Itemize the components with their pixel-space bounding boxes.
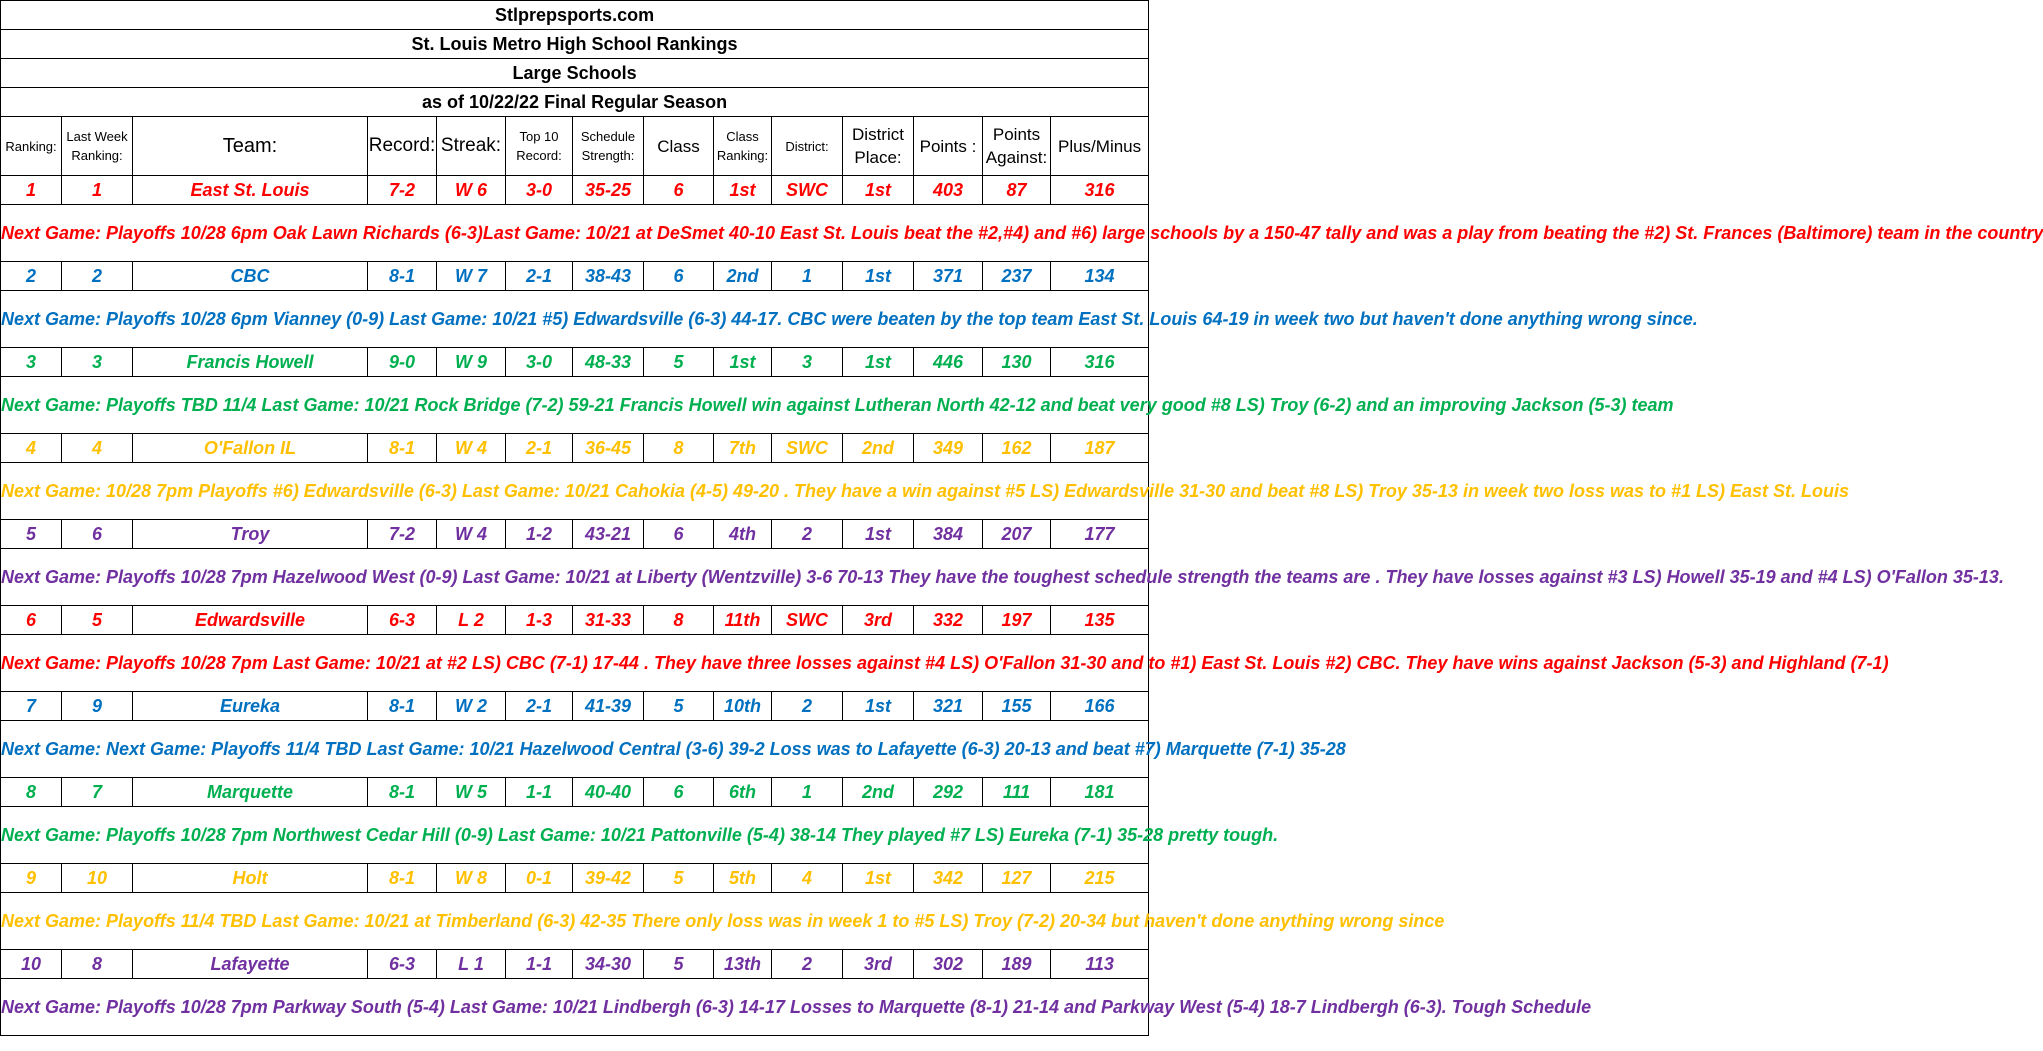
class-cell: 8 <box>644 434 714 463</box>
schedule-cell: 36-45 <box>573 434 644 463</box>
team-name-cell: Marquette <box>133 778 368 807</box>
header-last-week: Last Week Ranking: <box>62 117 133 176</box>
team-row <box>1 950 1149 979</box>
class-ranking-cell: 6th <box>714 778 772 807</box>
team-note: Next Game: Playoffs 11/4 TBD Last Game: 10/21 at Timberland (6-3) 42-35 There only loss was in week 1 to #5 LS) Troy (7-2) 20-34 but haven't done anything wrong since <box>1 893 1149 950</box>
streak-cell: W 6 <box>437 176 506 205</box>
streak-cell: W 8 <box>437 864 506 893</box>
top10-cell: 3-0 <box>506 348 573 377</box>
points-cell: 302 <box>914 950 983 979</box>
team-row <box>1 262 1149 291</box>
top10-cell: 2-1 <box>506 692 573 721</box>
team-name-cell: Eureka <box>133 692 368 721</box>
class-cell: 6 <box>644 262 714 291</box>
class-ranking-cell: 4th <box>714 520 772 549</box>
plus-minus-cell: 215 <box>1051 864 1149 893</box>
district-cell: 1 <box>772 262 843 291</box>
header-district-place: District Place: <box>843 117 914 176</box>
header-plus-minus: Plus/Minus <box>1051 117 1149 176</box>
streak-cell: W 4 <box>437 434 506 463</box>
points-cell: 446 <box>914 348 983 377</box>
plus-minus-cell: 316 <box>1051 176 1149 205</box>
team-note: Next Game: Playoffs 10/28 7pm Last Game: 10/21 at #2 LS) CBC (7-1) 17-44 . They have three losses against #4 LS) O'Fallon 31-30 and to #1) East St. Louis #2) CBC. They have wins against Jackson (5-3) and Highland (7-1) <box>1 635 1149 692</box>
class-ranking-cell: 1st <box>714 176 772 205</box>
team-note-row <box>1 205 1149 262</box>
plus-minus-cell: 187 <box>1051 434 1149 463</box>
plus-minus-cell: 316 <box>1051 348 1149 377</box>
record-cell: 9-0 <box>368 348 437 377</box>
schedule-cell: 43-21 <box>573 520 644 549</box>
plus-minus-cell: 181 <box>1051 778 1149 807</box>
team-name-cell: Edwardsville <box>133 606 368 635</box>
team-note: Next Game: Playoffs 10/28 7pm Northwest Cedar Hill (0-9) Last Game: 10/21 Pattonville (5-4) 38-14 They played #7 LS) Eureka (7-1) 35-28 pretty tough. <box>1 807 1149 864</box>
ranking-cell: 5 <box>1 520 62 549</box>
plus-minus-cell: 177 <box>1051 520 1149 549</box>
team-name-cell: Francis Howell <box>133 348 368 377</box>
ranking-cell: 3 <box>1 348 62 377</box>
ranking-cell: 6 <box>1 606 62 635</box>
class-ranking-cell: 1st <box>714 348 772 377</box>
points-against-cell: 162 <box>983 434 1051 463</box>
last-week-cell: 10 <box>62 864 133 893</box>
team-row <box>1 434 1149 463</box>
class-ranking-cell: 7th <box>714 434 772 463</box>
last-week-cell: 3 <box>62 348 133 377</box>
points-against-cell: 207 <box>983 520 1051 549</box>
schedule-cell: 41-39 <box>573 692 644 721</box>
schedule-cell: 31-33 <box>573 606 644 635</box>
last-week-cell: 2 <box>62 262 133 291</box>
streak-cell: W 9 <box>437 348 506 377</box>
ranking-cell: 4 <box>1 434 62 463</box>
header-class: Class <box>644 117 714 176</box>
points-against-cell: 189 <box>983 950 1051 979</box>
team-note-row <box>1 635 1149 692</box>
district-cell: 1 <box>772 778 843 807</box>
district-place-cell: 3rd <box>843 606 914 635</box>
class-ranking-cell: 10th <box>714 692 772 721</box>
team-name-cell: East St. Louis <box>133 176 368 205</box>
district-cell: 2 <box>772 520 843 549</box>
header-points-against: Points Against: <box>983 117 1051 176</box>
record-cell: 8-1 <box>368 262 437 291</box>
schedule-cell: 38-43 <box>573 262 644 291</box>
team-row <box>1 348 1149 377</box>
header-top10: Top 10 Record: <box>506 117 573 176</box>
rankings-title: St. Louis Metro High School Rankings <box>1 30 1149 59</box>
top10-cell: 1-1 <box>506 778 573 807</box>
header-streak: Streak: <box>437 117 506 176</box>
streak-cell: W 2 <box>437 692 506 721</box>
header-row <box>1 117 1149 176</box>
team-note-row <box>1 549 1149 606</box>
district-place-cell: 1st <box>843 864 914 893</box>
top10-cell: 1-1 <box>506 950 573 979</box>
header-ranking: Ranking: <box>1 117 62 176</box>
points-cell: 342 <box>914 864 983 893</box>
plus-minus-cell: 166 <box>1051 692 1149 721</box>
points-against-cell: 87 <box>983 176 1051 205</box>
class-cell: 5 <box>644 692 714 721</box>
class-cell: 5 <box>644 864 714 893</box>
points-cell: 384 <box>914 520 983 549</box>
plus-minus-cell: 134 <box>1051 262 1149 291</box>
district-cell: SWC <box>772 606 843 635</box>
district-place-cell: 1st <box>843 176 914 205</box>
district-place-cell: 3rd <box>843 950 914 979</box>
schedule-cell: 48-33 <box>573 348 644 377</box>
header-record: Record: <box>368 117 437 176</box>
team-note-row <box>1 463 1149 520</box>
last-week-cell: 6 <box>62 520 133 549</box>
team-row <box>1 778 1149 807</box>
points-against-cell: 237 <box>983 262 1051 291</box>
district-place-cell: 1st <box>843 262 914 291</box>
class-cell: 5 <box>644 950 714 979</box>
team-note-row <box>1 377 1149 434</box>
team-note-row <box>1 807 1149 864</box>
top10-cell: 1-3 <box>506 606 573 635</box>
top10-cell: 1-2 <box>506 520 573 549</box>
class-ranking-cell: 2nd <box>714 262 772 291</box>
class-cell: 6 <box>644 778 714 807</box>
district-cell: 2 <box>772 692 843 721</box>
points-against-cell: 197 <box>983 606 1051 635</box>
class-ranking-cell: 13th <box>714 950 772 979</box>
class-cell: 6 <box>644 520 714 549</box>
district-cell: SWC <box>772 434 843 463</box>
streak-cell: L 1 <box>437 950 506 979</box>
last-week-cell: 8 <box>62 950 133 979</box>
class-ranking-cell: 11th <box>714 606 772 635</box>
top10-cell: 2-1 <box>506 262 573 291</box>
team-note: Next Game: Playoffs TBD 11/4 Last Game: 10/21 Rock Bridge (7-2) 59-21 Francis Howell win against Lutheran North 42-12 and beat very good #8 LS) Troy (6-2) and an improving Jackson (5-3) team <box>1 377 1149 434</box>
schedule-cell: 35-25 <box>573 176 644 205</box>
team-note-row <box>1 721 1149 778</box>
district-cell: SWC <box>772 176 843 205</box>
record-cell: 8-1 <box>368 778 437 807</box>
date-title: as of 10/22/22 Final Regular Season <box>1 88 1149 117</box>
points-against-cell: 155 <box>983 692 1051 721</box>
district-cell: 2 <box>772 950 843 979</box>
record-cell: 6-3 <box>368 950 437 979</box>
ranking-cell: 8 <box>1 778 62 807</box>
team-note: Next Game: Playoffs 10/28 7pm Hazelwood West (0-9) Last Game: 10/21 at Liberty (Wentzville) 3-6 70-13 They have the toughest schedule strength the teams are . They have losses against #3 LS) Howell 35-19 and #4 LS) O'Fallon 35-13. <box>1 549 1149 606</box>
record-cell: 8-1 <box>368 692 437 721</box>
streak-cell: L 2 <box>437 606 506 635</box>
team-note: Next Game: Playoffs 10/28 6pm Oak Lawn Richards (6-3)Last Game: 10/21 at DeSmet 40-10 East St. Louis beat the #2,#4) and #6) large schools by a 150-47 tally and was a play from beating the #2) St. Frances (Baltimore) team in the country <box>1 205 1149 262</box>
district-cell: 4 <box>772 864 843 893</box>
district-place-cell: 1st <box>843 692 914 721</box>
points-cell: 321 <box>914 692 983 721</box>
points-against-cell: 127 <box>983 864 1051 893</box>
team-note: Next Game: Playoffs 10/28 7pm Parkway South (5-4) Last Game: 10/21 Lindbergh (6-3) 14-17 Losses to Marquette (8-1) 21-14 and Parkway West (5-4) 18-7 Lindbergh (6-3). Tough Schedule <box>1 979 1149 1036</box>
team-name-cell: Lafayette <box>133 950 368 979</box>
district-place-cell: 1st <box>843 348 914 377</box>
team-note: Next Game: Playoffs 10/28 6pm Vianney (0-9) Last Game: 10/21 #5) Edwardsville (6-3) 44-17. CBC were beaten by the top team East St. Louis 64-19 in week two but haven't done anything wrong since. <box>1 291 1149 348</box>
points-cell: 332 <box>914 606 983 635</box>
points-against-cell: 130 <box>983 348 1051 377</box>
streak-cell: W 4 <box>437 520 506 549</box>
plus-minus-cell: 135 <box>1051 606 1149 635</box>
schedule-cell: 34-30 <box>573 950 644 979</box>
team-note-row <box>1 893 1149 950</box>
team-name-cell: O'Fallon IL <box>133 434 368 463</box>
header-team: Team: <box>133 117 368 176</box>
team-note: Next Game: Next Game: Playoffs 11/4 TBD Last Game: 10/21 Hazelwood Central (3-6) 39-2 Loss was to Lafayette (6-3) 20-13 and beat #7) Marquette (7-1) 35-28 <box>1 721 1149 778</box>
last-week-cell: 9 <box>62 692 133 721</box>
team-row <box>1 176 1149 205</box>
ranking-cell: 10 <box>1 950 62 979</box>
top10-cell: 0-1 <box>506 864 573 893</box>
class-cell: 6 <box>644 176 714 205</box>
record-cell: 7-2 <box>368 176 437 205</box>
plus-minus-cell: 113 <box>1051 950 1149 979</box>
division-title: Large Schools <box>1 59 1149 88</box>
points-cell: 403 <box>914 176 983 205</box>
team-note-row <box>1 979 1149 1036</box>
class-ranking-cell: 5th <box>714 864 772 893</box>
class-cell: 5 <box>644 348 714 377</box>
team-row <box>1 520 1149 549</box>
header-schedule: Schedule Strength: <box>573 117 644 176</box>
team-note-row <box>1 291 1149 348</box>
streak-cell: W 5 <box>437 778 506 807</box>
class-cell: 8 <box>644 606 714 635</box>
district-place-cell: 2nd <box>843 434 914 463</box>
points-cell: 349 <box>914 434 983 463</box>
district-place-cell: 1st <box>843 520 914 549</box>
district-cell: 3 <box>772 348 843 377</box>
ranking-cell: 7 <box>1 692 62 721</box>
ranking-cell: 9 <box>1 864 62 893</box>
header-points: Points : <box>914 117 983 176</box>
last-week-cell: 5 <box>62 606 133 635</box>
points-cell: 292 <box>914 778 983 807</box>
top10-cell: 2-1 <box>506 434 573 463</box>
schedule-cell: 40-40 <box>573 778 644 807</box>
district-place-cell: 2nd <box>843 778 914 807</box>
team-name-cell: CBC <box>133 262 368 291</box>
ranking-cell: 2 <box>1 262 62 291</box>
points-against-cell: 111 <box>983 778 1051 807</box>
streak-cell: W 7 <box>437 262 506 291</box>
team-note: Next Game: 10/28 7pm Playoffs #6) Edwardsville (6-3) Last Game: 10/21 Cahokia (4-5) 49-20 . They have a win against #5 LS) Edwardsville 31-30 and beat #8 LS) Troy 35-13 in week two loss was to #1 LS) East St. Louis <box>1 463 1149 520</box>
header-district: District: <box>772 117 843 176</box>
record-cell: 8-1 <box>368 434 437 463</box>
record-cell: 8-1 <box>368 864 437 893</box>
last-week-cell: 4 <box>62 434 133 463</box>
header-class-ranking: Class Ranking: <box>714 117 772 176</box>
ranking-cell: 1 <box>1 176 62 205</box>
team-row <box>1 864 1149 893</box>
last-week-cell: 1 <box>62 176 133 205</box>
record-cell: 6-3 <box>368 606 437 635</box>
last-week-cell: 7 <box>62 778 133 807</box>
team-name-cell: Troy <box>133 520 368 549</box>
team-row <box>1 692 1149 721</box>
top10-cell: 3-0 <box>506 176 573 205</box>
points-cell: 371 <box>914 262 983 291</box>
record-cell: 7-2 <box>368 520 437 549</box>
site-title: Stlprepsports.com <box>1 1 1149 30</box>
team-name-cell: Holt <box>133 864 368 893</box>
team-row <box>1 606 1149 635</box>
schedule-cell: 39-42 <box>573 864 644 893</box>
